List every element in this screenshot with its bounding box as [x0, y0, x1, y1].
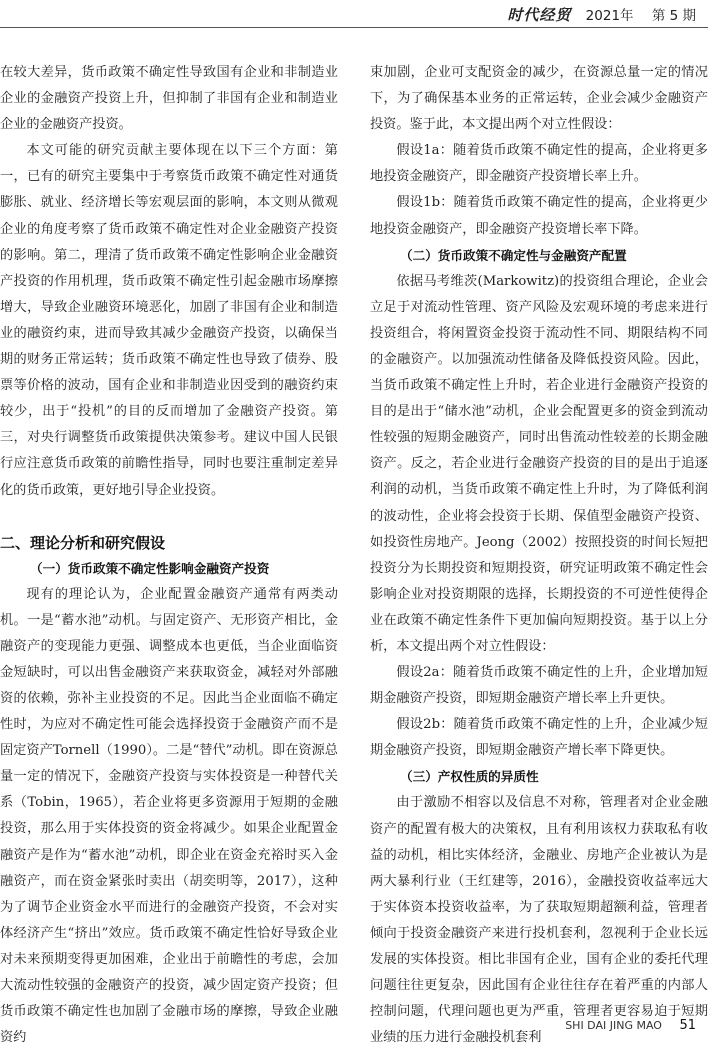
- hypothesis-1a: 假设1a：随着货币政策不确定性的提高，企业将更多地投资金融资产，即金融资产投资增长率上升。: [370, 143, 708, 185]
- header-year: 2021年: [585, 8, 634, 24]
- header-rule: [0, 27, 708, 28]
- journal-logo: 时代经贸: [507, 6, 572, 24]
- paragraph: 现有的理论认为，企业配置金融资产通常有两类动机。一是“蓄水池”动机。与固定资产、无形资产相比，金融资产的变现能力更强、调整成本也更低，当企业面临资金短缺时，可以出售金融资产来获取资金，减轻对外部融资的依赖，弥补主业投资的不足。因此当企业面临不确定性时，为应对不确定性可能会选择投资于金融资产而不是固定资产Tornell（1990）。二是“替代”动机。即在资源总量一定的情况下，金融资产投资与实体投资是一种替代关系（Tobin，1965），若企业将更多资源用于短期的金融投资，那么用于实体投资的资金将减少。如果企业配置金融资产是作为“蓄水池”动机，即企业在资金充裕时买入金融资产，而在资金紧张时卖出（胡奕明等，2017），这种为了调节企业资金水平而进行的金融资产投资，不会对实体经济产生“挤出”效应。货币政策不确定性恰好导致企业对未来预期变得更加困难，企业出于前瞻性的考虑，会加大流动性较强的金融资产的投资，减少固定资产投资；但货币政策不确定性也加剧了金融市场的摩擦，导致企业融资约: [0, 586, 338, 1046]
- subsection-title: （一）货币政策不确定性影响金融资产投资: [30, 560, 270, 576]
- section-spacer: [0, 504, 338, 530]
- hypothesis-2a: 假设2a：随着货币政策不确定性的上升，企业增加短期金融资产投资，即短期金融资产增长率上升更快。: [370, 665, 708, 707]
- hypothesis-1b: 假设1b：随着货币政策不确定性的提高，企业将更少地投资金融资产，即金融资产投资增长率下降。: [370, 195, 708, 237]
- paragraph: 本文可能的研究贡献主要体现在以下三个方面：第一，已有的研究主要集中于考察货币政策不确定性对通货膨胀、就业、经济增长等宏观层面的影响，本文则从微观企业的角度考察了货币政策不确定性对企业金融资产投资的影响。第二，理清了货币政策不确定性影响企业金融资产投资的作用机理，货币政策不确定性引起金融市场摩擦增大，导致企业融资环境恶化，加剧了非国有企业和制造业的融资约束，进而导致其减少金融资产投资，以确保当期的财务正常运转；货币政策不确定性也导致了债券、股票等价格的波动，国有企业和非制造业因受到的融资约束较少，出于“投机”的目的反而增加了金融资产投资。第三，对央行调整货币政策提供决策参考。建议中国人民银行应注意货币政策的前瞻性指导，同时也要注重制定差异化的货币政策，更好地引导企业投资。: [0, 143, 338, 498]
- right-column: [370, 60, 708, 1051]
- paragraph: 由于激励不相容以及信息不对称，管理者对企业金融资产的配置有极大的决策权，且有利用该权力获取私有收益的动机，相比实体经济，金融业、房地产企业被认为是两大暴利行业（王红建等，2016），金融投资收益率远大于实体资本投资收益率，为了获取短期超额利益，管理者倾向于投资金融资产来进行投机套利，忽视利于企业长远发展的实体投资。相比非国有企业，国有企业的委托代理问题往往更复杂，因此国有企业往往存在着严重的内部人控制问题，代理问题也更为严重，管理者更容易迫于短期业绩的压力进行金融投机套利: [370, 795, 708, 1046]
- header-issue: 第 5 期: [651, 8, 696, 24]
- hypothesis-2b: 假设2b：随着货币政策不确定性的上升，企业减少短期金融资产投资，即短期金融资产增长率下降更快。: [370, 717, 708, 759]
- subsection-title: （二）货币政策不确定性与金融资产配置: [400, 247, 627, 263]
- footer-journal-name: SHI DAI JING MAO: [565, 1019, 662, 1032]
- page-header: [0, 0, 708, 30]
- subsection-title: （三）产权性质的异质性: [400, 769, 539, 785]
- header-info: [507, 4, 696, 25]
- left-column: [0, 60, 338, 1051]
- page-footer: [565, 1018, 696, 1033]
- paragraph: 在较大差异，货币政策不确定性导致国有企业和非制造业企业的金融资产投资上升，但抑制了非国有企业和制造业企业的金融资产投资。: [0, 65, 338, 133]
- paragraph: 束加剧，企业可支配资金的减少，在资源总量一定的情况下，为了确保基本业务的正常运转，企业会减少金融资产投资。鉴于此，本文提出两个对立性假设：: [370, 65, 708, 133]
- section-title: 二、理论分析和研究假设: [0, 533, 166, 552]
- page-number: 51: [679, 1018, 696, 1033]
- paragraph: 依据马考维茨(Markowitz)的投资组合理论，企业会立足于对流动性管理、资产风险及宏观环境的考虑来进行投资组合，将闲置资金投资于流动性不同、期限结构不同的金融资产。以加强流动性储备及降低投资风险。因此，当货币政策不确定性上升时，若企业进行金融资产投资的目的是出于“储水池”动机，企业会配置更多的资金到流动性较强的短期金融资产，同时出售流动性较差的长期金融资产。反之，若企业进行金融资产投资的目的是出于追逐利润的动机，当货币政策不确定性上升时，为了降低利润的波动性，企业将会投资于长期、保值型金融资产投资、如投资性房地产。Jeong（2002）按照投资的时间长短把投资分为长期投资和短期投资，研究证明政策不确定性会影响企业对投资期限的选择，长期投资的不可逆性使得企业在政策不确定性条件下更加偏向短期投资。基于以上分析，本文提出两个对立性假设：: [370, 273, 708, 654]
